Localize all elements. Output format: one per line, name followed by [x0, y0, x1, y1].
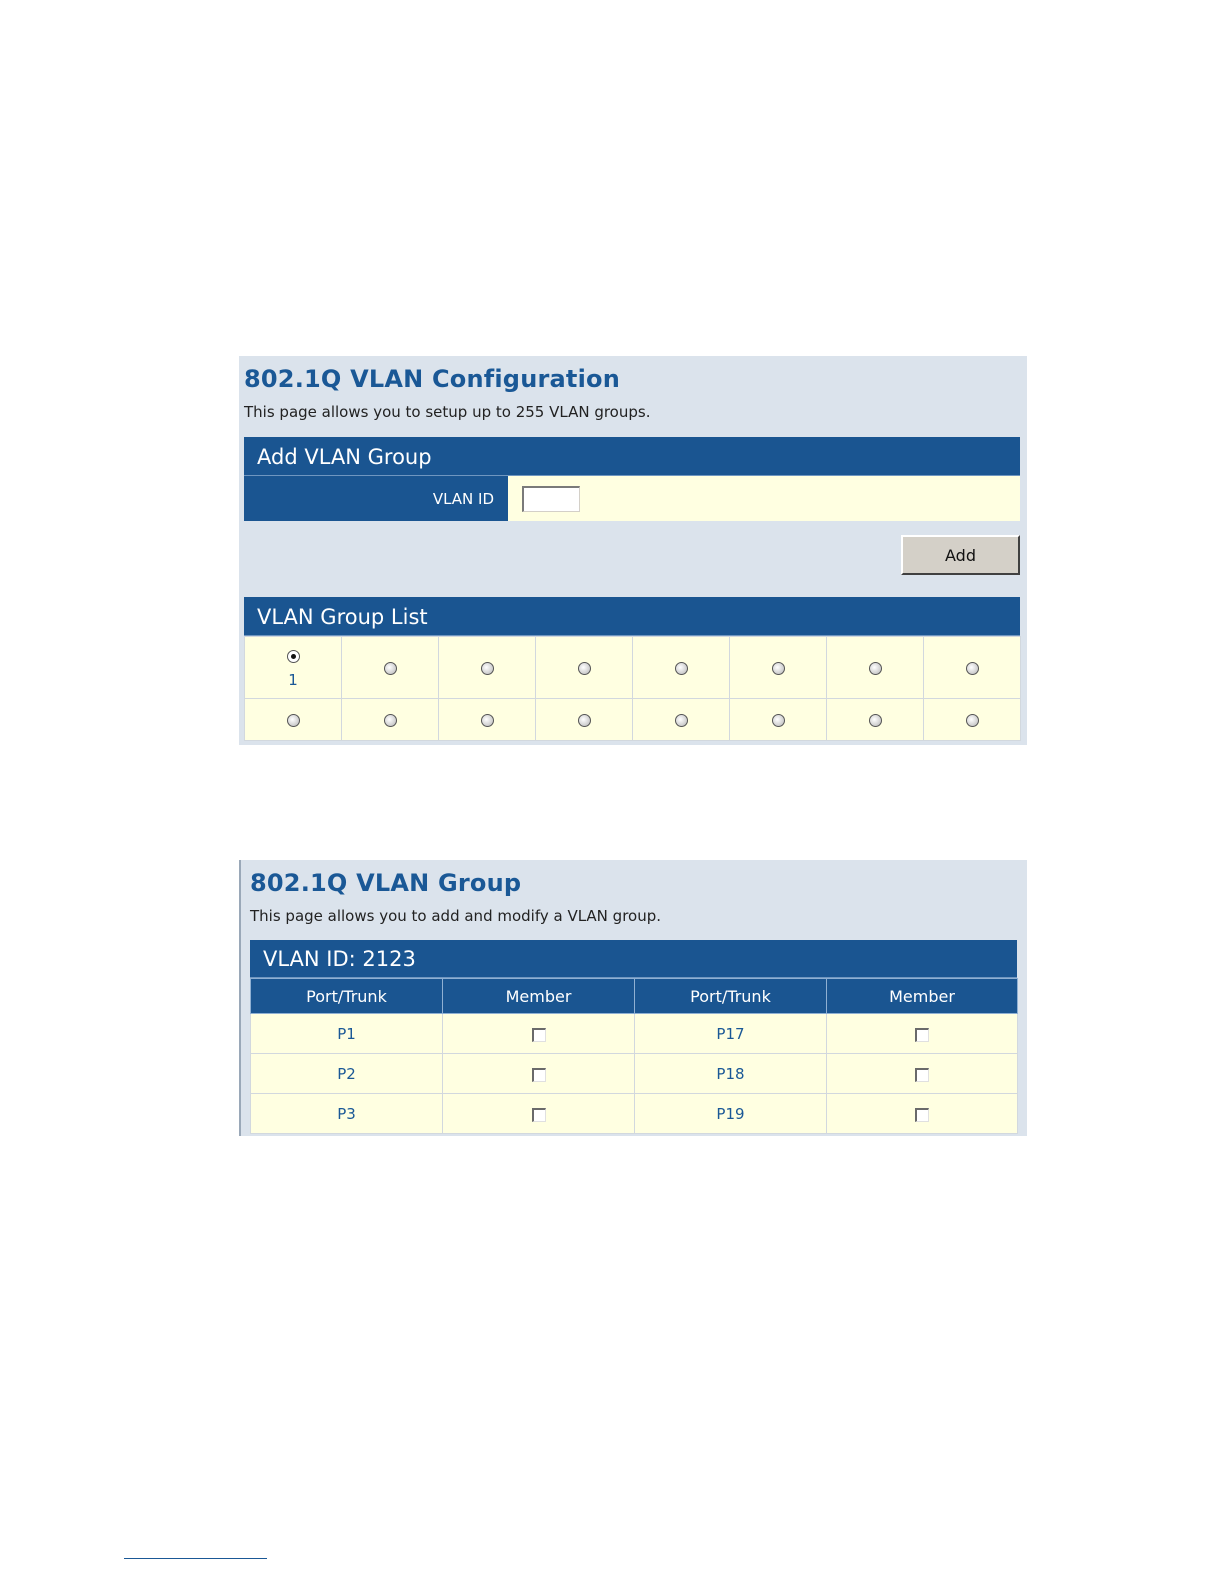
- member-cell: [827, 1094, 1018, 1134]
- vlan-group-radio[interactable]: [287, 650, 300, 663]
- add-button[interactable]: Add: [901, 535, 1020, 575]
- vlan-group-radio[interactable]: [481, 662, 494, 675]
- member-cell: [827, 1054, 1018, 1094]
- vlan-group-cell: [245, 699, 342, 741]
- vlan-group-cell: [439, 637, 536, 699]
- vlan-id-input[interactable]: [522, 486, 580, 512]
- vlan-group-radio[interactable]: [966, 714, 979, 727]
- member-checkbox[interactable]: [532, 1028, 546, 1042]
- vlan-group-cell: [633, 699, 730, 741]
- vlan-group-cell: [730, 699, 827, 741]
- column-header-member: Member: [827, 979, 1018, 1014]
- port-cell: [635, 1014, 827, 1054]
- vlan-group-radio[interactable]: [578, 714, 591, 727]
- vlan-group-row: [245, 637, 1021, 699]
- vlan-group-cell: [924, 699, 1021, 741]
- vlan-group-radio[interactable]: [384, 662, 397, 675]
- port-cell: [251, 1054, 443, 1094]
- member-checkbox[interactable]: [915, 1028, 929, 1042]
- vlan-group-radio[interactable]: [287, 714, 300, 727]
- member-cell: [443, 1054, 635, 1094]
- vlan-group-radio[interactable]: [578, 662, 591, 675]
- vlan-group-cell: [633, 637, 730, 699]
- vlan-group-radio[interactable]: [384, 714, 397, 727]
- vlan-group-row: [245, 699, 1021, 741]
- vlan-group-radio[interactable]: [481, 714, 494, 727]
- port-cell: [635, 1094, 827, 1134]
- port-label: P3: [337, 1105, 356, 1123]
- column-header-port-trunk: Port/Trunk: [635, 979, 827, 1014]
- vlan-group-number[interactable]: 1: [288, 671, 298, 689]
- member-cell: [443, 1094, 635, 1134]
- vlan-group-cell: [827, 699, 924, 741]
- vlan-group-radio[interactable]: [772, 662, 785, 675]
- table-row: [251, 1094, 1018, 1134]
- vlan-group-radio[interactable]: [869, 662, 882, 675]
- vlan-group-cell: [342, 699, 439, 741]
- page-description: This page allows you to add and modify a VLAN group.: [250, 907, 661, 925]
- vlan-group-radio[interactable]: [772, 714, 785, 727]
- vlan-group-cell: [536, 699, 633, 741]
- page-description: This page allows you to setup up to 255 VLAN groups.: [244, 403, 651, 421]
- add-vlan-group-header: Add VLAN Group: [244, 437, 1020, 476]
- vlan-group-radio[interactable]: [869, 714, 882, 727]
- port-label: P17: [716, 1025, 745, 1043]
- vlan-group-list-table: [244, 636, 1021, 741]
- vlan-group-cell: [827, 637, 924, 699]
- column-header-member: Member: [443, 979, 635, 1014]
- vlan-group-cell: [536, 637, 633, 699]
- member-checkbox[interactable]: [532, 1068, 546, 1082]
- footnote-rule: [124, 1558, 267, 1559]
- port-cell: [251, 1094, 443, 1134]
- vlan-group-cell: [342, 637, 439, 699]
- member-checkbox[interactable]: [915, 1108, 929, 1122]
- vlan-id-header: VLAN ID: 2123: [250, 940, 1017, 978]
- vlan-configuration-panel: [239, 356, 1027, 745]
- member-checkbox[interactable]: [915, 1068, 929, 1082]
- table-row: [251, 1054, 1018, 1094]
- vlan-group-radio[interactable]: [675, 662, 688, 675]
- port-label: P2: [337, 1065, 356, 1083]
- table-row: [251, 1014, 1018, 1054]
- vlan-id-label: VLAN ID: [244, 476, 508, 521]
- vlan-group-panel: [239, 860, 1027, 1136]
- vlan-id-value-cell: [508, 476, 1020, 521]
- column-header-row: [251, 979, 1018, 1014]
- port-membership-table: [250, 978, 1018, 1134]
- vlan-group-cell: [245, 637, 342, 699]
- port-cell: [251, 1014, 443, 1054]
- vlan-group-cell: [730, 637, 827, 699]
- port-label: P1: [337, 1025, 356, 1043]
- member-checkbox[interactable]: [532, 1108, 546, 1122]
- member-cell: [827, 1014, 1018, 1054]
- member-cell: [443, 1014, 635, 1054]
- page-title: 802.1Q VLAN Configuration: [244, 365, 620, 393]
- vlan-group-cell: [924, 637, 1021, 699]
- page-title: 802.1Q VLAN Group: [250, 869, 522, 897]
- vlan-group-list-header: VLAN Group List: [244, 597, 1020, 636]
- vlan-group-radio[interactable]: [675, 714, 688, 727]
- port-label: P18: [716, 1065, 745, 1083]
- port-label: P19: [716, 1105, 745, 1123]
- vlan-group-radio[interactable]: [966, 662, 979, 675]
- port-cell: [635, 1054, 827, 1094]
- column-header-port-trunk: Port/Trunk: [251, 979, 443, 1014]
- vlan-group-cell: [439, 699, 536, 741]
